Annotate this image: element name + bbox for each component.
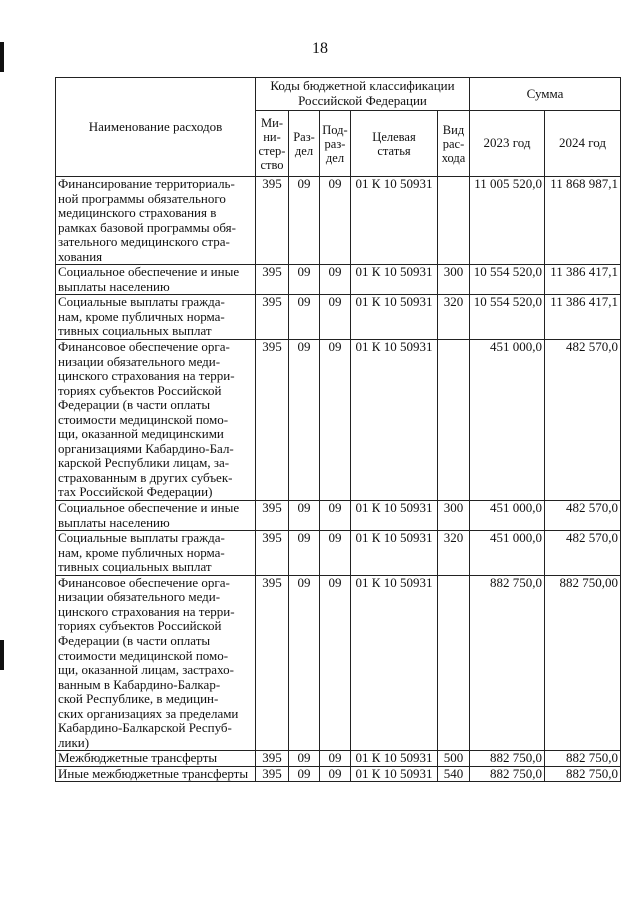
expense-type-code: 320 (438, 531, 470, 576)
section-code: 09 (289, 177, 320, 265)
sum-2023: 10 554 520,0 (470, 295, 545, 340)
section-code: 09 (289, 501, 320, 531)
target-article: 01 К 10 50931 (351, 766, 438, 782)
row-name: Межбюджетные трансферты (56, 751, 256, 767)
section-code: 09 (289, 340, 320, 501)
sum-2024: 11 386 417,1 (545, 265, 621, 295)
target-article: 01 К 10 50931 (351, 177, 438, 265)
sum-2024: 482 570,0 (545, 531, 621, 576)
budget-table (55, 77, 621, 782)
sum-2024: 482 570,0 (545, 340, 621, 501)
subsection-code: 09 (320, 751, 351, 767)
table-row (56, 177, 621, 265)
subsection-code: 09 (320, 766, 351, 782)
table-row (56, 575, 621, 751)
expense-type-code: 540 (438, 766, 470, 782)
ministry-code: 395 (256, 575, 289, 751)
sum-2024: 11 868 987,1 (545, 177, 621, 265)
header-expense-name: Наименование расходов (56, 78, 256, 177)
subsection-code: 09 (320, 340, 351, 501)
section-code: 09 (289, 265, 320, 295)
table-row (56, 265, 621, 295)
header-expense-type: Вид рас- хода (438, 111, 470, 177)
subsection-code: 09 (320, 295, 351, 340)
table-row (56, 531, 621, 576)
sum-2023: 882 750,0 (470, 575, 545, 751)
section-code: 09 (289, 295, 320, 340)
row-name: Социальное обеспечение и иные выплаты населению (56, 501, 256, 531)
scan-edge-mark (0, 640, 4, 670)
section-code: 09 (289, 575, 320, 751)
subsection-code: 09 (320, 501, 351, 531)
table-row (56, 766, 621, 782)
ministry-code: 395 (256, 501, 289, 531)
ministry-code: 395 (256, 751, 289, 767)
header-classification-codes: Коды бюджетной классификации Российской Федерации (256, 78, 470, 111)
row-name: Финансирование территориаль- ной программы обязательного медицинского страхования в рамках базовой программы обя- зательного медицинского стра- хования (56, 177, 256, 265)
header-section: Раз- дел (289, 111, 320, 177)
expense-type-code: 300 (438, 265, 470, 295)
subsection-code: 09 (320, 575, 351, 751)
header-subsection: Под- раз- дел (320, 111, 351, 177)
sum-2023: 882 750,0 (470, 766, 545, 782)
expense-type-code (438, 575, 470, 751)
header-ministry: Ми- ни- стер- ство (256, 111, 289, 177)
ministry-code: 395 (256, 177, 289, 265)
header-year-2024: 2024 год (545, 111, 621, 177)
expense-type-code: 300 (438, 501, 470, 531)
row-name: Социальное обеспечение и иные выплаты населению (56, 265, 256, 295)
target-article: 01 К 10 50931 (351, 265, 438, 295)
expense-type-code: 320 (438, 295, 470, 340)
header-sum: Сумма (470, 78, 621, 111)
table-row (56, 340, 621, 501)
table-row (56, 751, 621, 767)
subsection-code: 09 (320, 265, 351, 295)
target-article: 01 К 10 50931 (351, 751, 438, 767)
table-row (56, 295, 621, 340)
target-article: 01 К 10 50931 (351, 501, 438, 531)
scan-edge-mark (0, 42, 4, 72)
row-name: Финансовое обеспечение орга- низации обязательного меди- цинского страхования на терри- ториях субъектов Российской Федерации (в части оплаты стоимости медицинской помо- щи, оказанной медицинскими организациями Кабардино-Бал- карской Республики лицам, за- страхованным в других субъек- тах Российской Федерации) (56, 340, 256, 501)
page-number: 18 (312, 40, 328, 57)
sum-2024: 482 570,0 (545, 501, 621, 531)
expense-type-code (438, 177, 470, 265)
sum-2023: 882 750,0 (470, 751, 545, 767)
subsection-code: 09 (320, 177, 351, 265)
expense-type-code (438, 340, 470, 501)
row-name: Финансовое обеспечение орга- низации обязательного меди- цинского страхования на терри- ториях субъектов Российской Федерации (в части оплаты стоимости медицинской помо- щи, оказанной лицам, застрахо- ванным в Кабардино-Балкар- ской Республике, в медицин- ских организациях за пределами Кабардино-Балкарской Респуб- лики) (56, 575, 256, 751)
expense-type-code: 500 (438, 751, 470, 767)
sum-2023: 10 554 520,0 (470, 265, 545, 295)
ministry-code: 395 (256, 295, 289, 340)
sum-2024: 882 750,0 (545, 751, 621, 767)
target-article: 01 К 10 50931 (351, 340, 438, 501)
section-code: 09 (289, 531, 320, 576)
ministry-code: 395 (256, 340, 289, 501)
sum-2024: 882 750,00 (545, 575, 621, 751)
header-year-2023: 2023 год (470, 111, 545, 177)
row-name: Социальные выплаты гражда- нам, кроме публичных норма- тивных социальных выплат (56, 295, 256, 340)
ministry-code: 395 (256, 531, 289, 576)
sum-2023: 451 000,0 (470, 340, 545, 501)
subsection-code: 09 (320, 531, 351, 576)
sum-2024: 11 386 417,1 (545, 295, 621, 340)
section-code: 09 (289, 751, 320, 767)
sum-2023: 11 005 520,0 (470, 177, 545, 265)
sum-2023: 451 000,0 (470, 501, 545, 531)
section-code: 09 (289, 766, 320, 782)
sum-2024: 882 750,0 (545, 766, 621, 782)
table-body (56, 177, 621, 782)
row-name: Социальные выплаты гражда- нам, кроме публичных норма- тивных социальных выплат (56, 531, 256, 576)
target-article: 01 К 10 50931 (351, 531, 438, 576)
target-article: 01 К 10 50931 (351, 575, 438, 751)
row-name: Иные межбюджетные трансферты (56, 766, 256, 782)
table-row (56, 501, 621, 531)
header-target-article: Целевая статья (351, 111, 438, 177)
target-article: 01 К 10 50931 (351, 295, 438, 340)
ministry-code: 395 (256, 766, 289, 782)
sum-2023: 451 000,0 (470, 531, 545, 576)
ministry-code: 395 (256, 265, 289, 295)
